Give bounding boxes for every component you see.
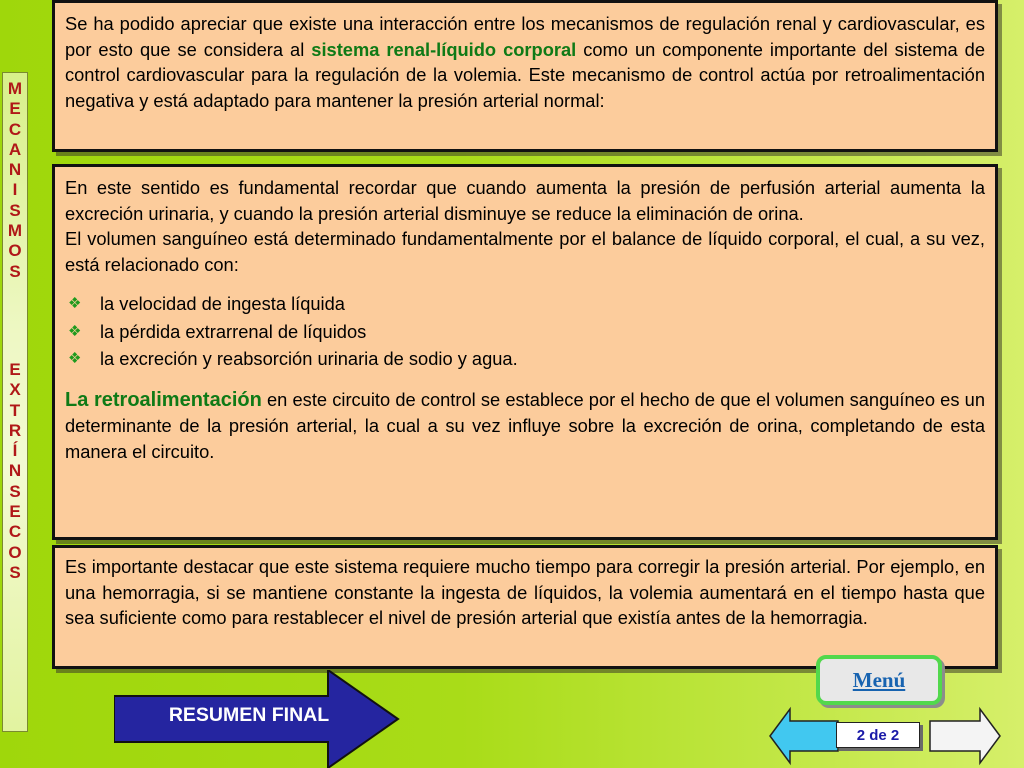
diamond-bullet-icon: ❖ bbox=[68, 295, 82, 312]
note-paragraph: Es importante destacar que este sistema requiere mucho tiempo para corregir la presión arterial. Por ejemplo, en una hemorragia, si se mantiene constante la ingesta de líquidos, la volemia aumentará en el tiempo hasta que sea suficiente como para restablecer el nivel de presión arterial que existía antes de la hemorragia. bbox=[65, 556, 985, 628]
intro-highlight: sistema renal-líquido corporal bbox=[311, 38, 577, 60]
side-letter: C bbox=[8, 119, 22, 139]
page-indicator: 2 de 2 bbox=[836, 722, 920, 748]
factor-list bbox=[65, 290, 985, 373]
diamond-bullet-icon: ❖ bbox=[68, 350, 82, 368]
list-item bbox=[65, 318, 985, 346]
menu-label: Menú bbox=[852, 667, 906, 692]
list-item-text: la excreción y reabsorción urinaria de sodio y agua. bbox=[100, 348, 518, 370]
intro-text-a: Se ha podido apreciar que existe una interacción entre los mecanismos de regulación renal y cardiovascular, es por esto que se considera al bbox=[65, 13, 985, 60]
side-letter: A bbox=[8, 139, 22, 159]
side-letter: S bbox=[9, 261, 21, 281]
resumen-label: RESUMEN FINAL bbox=[168, 704, 330, 726]
side-letter: E bbox=[9, 359, 21, 379]
side-letter: E bbox=[9, 502, 21, 522]
side-letter: X bbox=[9, 380, 21, 400]
note-panel bbox=[52, 545, 998, 669]
side-letter: O bbox=[8, 241, 22, 261]
side-title-vertical bbox=[2, 72, 28, 732]
side-letter: O bbox=[8, 542, 22, 562]
diamond-bullet-icon: ❖ bbox=[68, 322, 82, 340]
side-letter: I bbox=[12, 180, 18, 200]
explanation-panel bbox=[52, 164, 998, 540]
explanation-paragraph-1: En este sentido es fundamental recordar que cuando aumenta la presión de perfusión arterial aumenta la excreción urinaria, y cuando la presión arterial disminuye se reduce la eliminación de orina. bbox=[65, 177, 985, 224]
side-letter: E bbox=[9, 99, 21, 119]
side-letter: S bbox=[9, 200, 21, 220]
side-letter: N bbox=[8, 461, 22, 481]
side-letter: C bbox=[8, 522, 22, 542]
explanation-paragraph-2: El volumen sanguíneo está determinado fundamentalmente por el balance de líquido corporal, el cual, a su vez, está relacionado con: bbox=[65, 228, 985, 275]
list-item-text: la pérdida extrarrenal de líquidos bbox=[100, 320, 367, 342]
list-item-text: la velocidad de ingesta líquida bbox=[100, 293, 345, 314]
list-item bbox=[65, 290, 985, 318]
explanation-paragraph-3 bbox=[65, 387, 985, 465]
prev-page-arrow-icon[interactable] bbox=[768, 705, 838, 767]
resumen-final-button[interactable] bbox=[114, 670, 402, 768]
feedback-text: en este circuito de control se establece por el hecho de que el volumen sanguíneo es un determinante de la presión arterial, la cual a su vez influye sobre la excreción de orina, completando de esta manera el circuito. bbox=[65, 388, 986, 462]
side-letter: M bbox=[7, 221, 23, 241]
side-letter: S bbox=[9, 562, 21, 582]
side-letter: N bbox=[8, 160, 22, 180]
intro-panel bbox=[52, 0, 998, 152]
menu-button[interactable] bbox=[816, 655, 942, 705]
side-letter: S bbox=[9, 481, 21, 501]
side-letter: Í bbox=[12, 441, 18, 461]
side-letter: R bbox=[8, 420, 22, 440]
intro-paragraph bbox=[65, 11, 985, 113]
side-letter: T bbox=[9, 400, 21, 420]
feedback-highlight: La retroalimentación bbox=[65, 388, 262, 411]
side-letter: M bbox=[7, 79, 23, 98]
list-item bbox=[65, 345, 985, 373]
next-page-arrow-icon[interactable] bbox=[928, 705, 1002, 767]
intro-text-b: como un componente importante del sistema de control cardiovascular para la regulación de la volemia. Este mecanismo de control actúa por retroalimentación negativa y está adaptado para mantener la presión arterial normal: bbox=[65, 38, 985, 111]
